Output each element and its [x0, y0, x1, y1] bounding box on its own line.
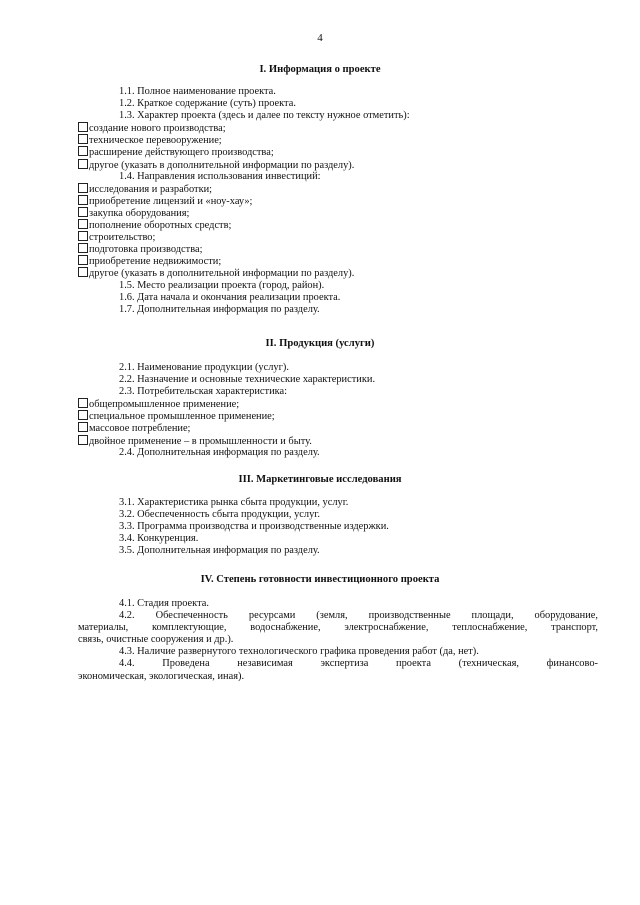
checkbox[interactable] — [78, 122, 88, 132]
option-row — [78, 422, 598, 434]
checkbox[interactable] — [78, 159, 88, 169]
option-row — [78, 207, 598, 219]
checkbox[interactable] — [78, 267, 88, 277]
item-4-4-line: 4.4. Проведена независимая экспертиза проекта (техническая, финансово- — [119, 658, 598, 670]
checkbox[interactable] — [78, 134, 88, 144]
checkbox[interactable] — [78, 422, 88, 432]
item-1-4: 1.4. Направления использования инвестиций: — [119, 170, 321, 182]
option-label: расширение действующего производства; — [89, 147, 274, 159]
checkbox[interactable] — [78, 243, 88, 253]
option-row — [78, 134, 598, 146]
option-row — [78, 183, 598, 195]
option-row — [78, 195, 598, 207]
section-3-heading: III. Маркетинговые исследования — [238, 474, 402, 485]
item-1-5: 1.5. Место реализации проекта (город, район). — [119, 279, 325, 291]
section-4-body — [78, 598, 598, 683]
item-1-6: 1.6. Дата начала и окончания реализации проекта. — [119, 291, 341, 303]
checkbox[interactable] — [78, 219, 88, 229]
option-row — [78, 231, 598, 243]
section-1-body — [78, 86, 598, 316]
option-label: закупка оборудования; — [89, 207, 190, 219]
option-label: специальное промышленное применение; — [89, 411, 275, 423]
section-1-heading: I. Информация о проекте — [259, 64, 381, 75]
item-2-3: 2.3. Потребительская характеристика: — [119, 386, 288, 398]
section-3-body — [78, 497, 598, 557]
item-4-4-line: экономическая, экологическая, иная). — [78, 670, 245, 682]
option-label: подготовка производства; — [89, 244, 203, 256]
item-2-1: 2.1. Наименование продукции (услуг). — [119, 362, 289, 373]
item-3-2: 3.2. Обеспеченность сбыта продукции, услуг. — [119, 509, 320, 521]
item-3-5: 3.5. Дополнительная информация по разделу. — [119, 545, 320, 557]
option-row — [78, 122, 598, 134]
checkbox[interactable] — [78, 146, 88, 156]
checkbox[interactable] — [78, 435, 88, 445]
item-4-2-line: материалы, комплектующие, водоснабжение, электроснабжение, теплоснабжение, транспорт, — [78, 622, 598, 634]
option-row — [78, 219, 598, 231]
checkbox[interactable] — [78, 231, 88, 241]
option-label: массовое потребление; — [89, 423, 191, 435]
item-2-4: 2.4. Дополнительная информация по разделу. — [119, 446, 320, 458]
item-3-4: 3.4. Конкуренция. — [119, 533, 199, 545]
item-4-2-line: связь, очистные сооружения и др.). — [78, 634, 234, 646]
option-label: исследования и разработки; — [89, 183, 213, 195]
item-3-1: 3.1. Характеристика рынка сбыта продукции, услуг. — [119, 497, 349, 508]
option-label: другое (указать в дополнительной информации по разделу). — [89, 268, 355, 280]
section-2-heading: II. Продукция (услуги) — [265, 338, 375, 349]
item-3-3: 3.3. Программа производства и производственные издержки. — [119, 521, 389, 533]
checkbox[interactable] — [78, 207, 88, 217]
checkbox[interactable] — [78, 410, 88, 420]
item-1-1: 1.1. Полное наименование проекта. — [119, 86, 276, 97]
item-4-2-line: 4.2. Обеспеченность ресурсами (земля, производственные площади, оборудование, — [119, 610, 598, 622]
page-number: 4 — [317, 32, 323, 44]
option-label: пополнение оборотных средств; — [89, 220, 232, 232]
item-4-3: 4.3. Наличие развернутого технологического графика проведения работ (да, нет). — [119, 646, 479, 658]
item-1-3: 1.3. Характер проекта (здесь и далее по тексту нужное отметить): — [119, 110, 410, 122]
option-row — [78, 410, 598, 422]
item-4-1: 4.1. Стадия проекта. — [119, 598, 209, 609]
option-label: общепромышленное применение; — [89, 399, 240, 411]
option-label: другое (указать в дополнительной информации по разделу). — [89, 159, 355, 171]
option-label: строительство; — [89, 232, 156, 244]
option-label: приобретение лицензий и «ноу-хау»; — [89, 195, 253, 207]
option-row — [78, 243, 598, 255]
option-row — [78, 398, 598, 410]
option-row — [78, 159, 598, 171]
option-row — [78, 146, 598, 158]
item-1-7: 1.7. Дополнительная информация по разделу. — [119, 303, 320, 315]
option-row — [78, 435, 598, 447]
option-label: приобретение недвижимости; — [89, 256, 222, 268]
checkbox[interactable] — [78, 195, 88, 205]
option-label: двойное применение – в промышленности и быту. — [89, 435, 312, 447]
option-row — [78, 255, 598, 267]
option-label: создание нового производства; — [89, 123, 226, 135]
item-2-2: 2.2. Назначение и основные технические характеристики. — [119, 374, 376, 386]
checkbox[interactable] — [78, 255, 88, 265]
section-4-heading: IV. Степень готовности инвестиционного проекта — [200, 574, 440, 585]
checkbox[interactable] — [78, 398, 88, 408]
item-1-2: 1.2. Краткое содержание (суть) проекта. — [119, 98, 296, 110]
option-row — [78, 267, 598, 279]
section-2-body — [78, 362, 598, 459]
checkbox[interactable] — [78, 183, 88, 193]
option-label: техническое перевооружение; — [89, 135, 222, 147]
